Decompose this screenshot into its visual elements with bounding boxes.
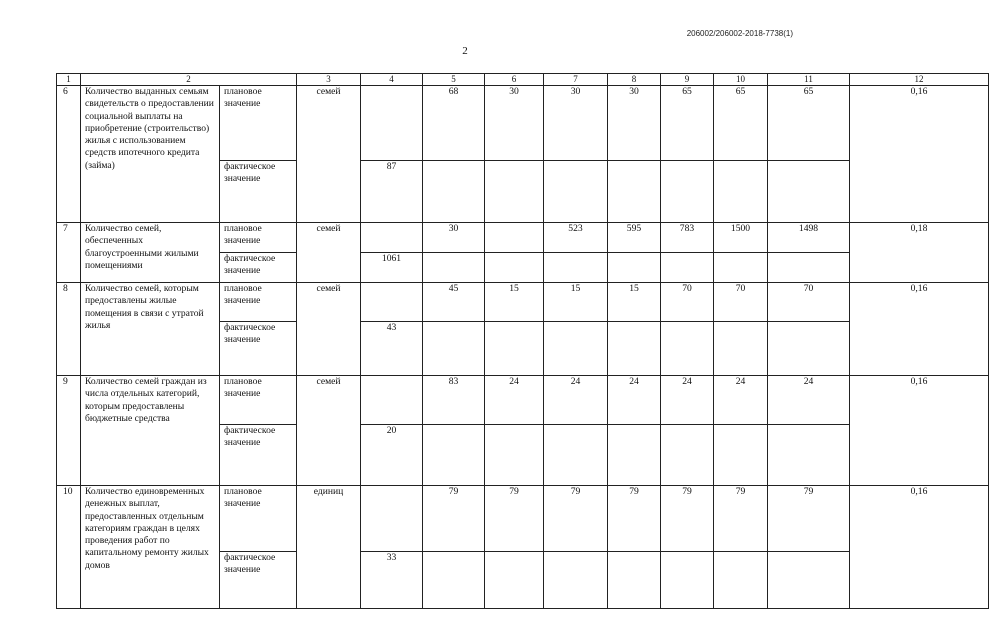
empty-cell	[768, 161, 850, 223]
plan-value-cell: 83	[423, 376, 485, 425]
empty-cell	[544, 425, 608, 486]
empty-cell	[423, 425, 485, 486]
empty-cell	[423, 161, 485, 223]
col-header: 11	[768, 74, 850, 86]
plan-value-cell: 30	[485, 86, 544, 161]
col-header: 4	[361, 74, 423, 86]
plan-label: плановое значение	[220, 376, 297, 425]
empty-cell	[768, 322, 850, 376]
plan-value-cell: 79	[714, 486, 768, 552]
empty-cell	[714, 253, 768, 283]
row-number: 8	[57, 283, 81, 376]
col-header: 9	[661, 74, 714, 86]
plan-value-cell: 24	[485, 376, 544, 425]
plan-value-cell: 79	[768, 486, 850, 552]
empty-cell	[768, 552, 850, 609]
empty-cell	[661, 552, 714, 609]
indicator-name: Количество семей, которым предоставлены жилые помещения в связи с утратой жилья	[81, 283, 220, 376]
fact-value-cell: 87	[361, 161, 423, 223]
weight-cell: 0,16	[850, 486, 989, 609]
row-number: 9	[57, 376, 81, 486]
empty-cell	[768, 425, 850, 486]
indicators-table	[56, 73, 989, 609]
col-header: 6	[485, 74, 544, 86]
plan-value-cell: 70	[714, 283, 768, 322]
row-number: 6	[57, 86, 81, 223]
fact-value-cell: 33	[361, 552, 423, 609]
unit-cell: семей	[297, 86, 361, 223]
unit-cell: единиц	[297, 486, 361, 609]
unit-cell: семей	[297, 283, 361, 376]
fact-value-cell: 43	[361, 322, 423, 376]
header-row	[57, 74, 989, 86]
plan-value-cell: 15	[485, 283, 544, 322]
fact-label: фактическое значение	[220, 253, 297, 283]
empty-cell	[608, 322, 661, 376]
empty-cell	[485, 322, 544, 376]
plan-value-cell: 15	[544, 283, 608, 322]
plan-value-cell: 24	[714, 376, 768, 425]
row-number: 10	[57, 486, 81, 609]
plan-value-cell: 68	[423, 86, 485, 161]
empty-cell	[661, 161, 714, 223]
weight-cell: 0,16	[850, 86, 989, 223]
col-header: 1	[57, 74, 81, 86]
empty-cell	[661, 253, 714, 283]
plan-value-cell: 595	[608, 223, 661, 253]
table-row	[57, 486, 989, 552]
fact-label: фактическое значение	[220, 161, 297, 223]
plan-label: плановое значение	[220, 223, 297, 253]
empty-cell	[544, 253, 608, 283]
table-row	[57, 223, 989, 253]
empty-cell	[714, 425, 768, 486]
indicator-name: Количество единовременных денежных выплат, предоставленных отдельным категориям граждан в целях проведения работ по капитальному ремонту жилых домов	[81, 486, 220, 609]
empty-cell	[714, 322, 768, 376]
empty-cell	[485, 161, 544, 223]
plan-value-cell: 15	[608, 283, 661, 322]
col-header: 5	[423, 74, 485, 86]
plan-value-cell: 65	[714, 86, 768, 161]
plan-value-cell: 30	[544, 86, 608, 161]
plan-value-cell: 1500	[714, 223, 768, 253]
col4-plan-cell	[361, 283, 423, 322]
col4-plan-cell	[361, 223, 423, 253]
empty-cell	[608, 425, 661, 486]
empty-cell	[661, 322, 714, 376]
indicator-name: Количество семей, обеспеченных благоустроенными жилыми помещениями	[81, 223, 220, 283]
empty-cell	[714, 552, 768, 609]
col4-plan-cell	[361, 86, 423, 161]
fact-value-cell: 1061	[361, 253, 423, 283]
fact-value-cell: 20	[361, 425, 423, 486]
empty-cell	[423, 253, 485, 283]
fact-label: фактическое значение	[220, 552, 297, 609]
fact-label: фактическое значение	[220, 322, 297, 376]
col-header: 3	[297, 74, 361, 86]
col4-plan-cell	[361, 376, 423, 425]
plan-value-cell: 45	[423, 283, 485, 322]
page-number: 2	[462, 45, 468, 57]
plan-value-cell: 79	[544, 486, 608, 552]
col-header: 8	[608, 74, 661, 86]
plan-value-cell: 79	[423, 486, 485, 552]
empty-cell	[608, 161, 661, 223]
empty-cell	[485, 253, 544, 283]
plan-label: плановое значение	[220, 486, 297, 552]
weight-cell: 0,18	[850, 223, 989, 283]
plan-value-cell: 783	[661, 223, 714, 253]
empty-cell	[544, 161, 608, 223]
table-row	[57, 283, 989, 322]
plan-value-cell: 30	[608, 86, 661, 161]
empty-cell	[661, 425, 714, 486]
col-header: 2	[81, 74, 297, 86]
plan-value-cell: 70	[661, 283, 714, 322]
empty-cell	[544, 552, 608, 609]
plan-value-cell: 70	[768, 283, 850, 322]
plan-value-cell: 65	[661, 86, 714, 161]
empty-cell	[608, 253, 661, 283]
empty-cell	[714, 161, 768, 223]
weight-cell: 0,16	[850, 376, 989, 486]
empty-cell	[768, 253, 850, 283]
plan-value-cell: 24	[661, 376, 714, 425]
empty-cell	[423, 322, 485, 376]
table-row	[57, 86, 989, 161]
empty-cell	[423, 552, 485, 609]
col4-plan-cell	[361, 486, 423, 552]
row-number: 7	[57, 223, 81, 283]
plan-value-cell: 79	[608, 486, 661, 552]
plan-value-cell: 24	[608, 376, 661, 425]
indicator-name: Количество выданных семьям свидетельств о предоставлении социальной выплаты на приобретение (строительство) жилья с использованием средств ипотечного кредита (займа)	[81, 86, 220, 223]
unit-cell: семей	[297, 223, 361, 283]
plan-value-cell: 79	[661, 486, 714, 552]
fact-label: фактическое значение	[220, 425, 297, 486]
plan-value-cell: 30	[423, 223, 485, 253]
plan-label: плановое значение	[220, 86, 297, 161]
plan-label: плановое значение	[220, 283, 297, 322]
col-header: 10	[714, 74, 768, 86]
col-header: 7	[544, 74, 608, 86]
document-id: 206002/206002-2018-7738(1)	[686, 29, 793, 38]
empty-cell	[608, 552, 661, 609]
empty-cell	[485, 425, 544, 486]
empty-cell	[485, 552, 544, 609]
table-row	[57, 376, 989, 425]
unit-cell: семей	[297, 376, 361, 486]
empty-cell	[544, 322, 608, 376]
plan-value-cell: 65	[768, 86, 850, 161]
col-header: 12	[850, 74, 989, 86]
weight-cell: 0,16	[850, 283, 989, 376]
plan-value-cell: 1498	[768, 223, 850, 253]
plan-value-cell: 79	[485, 486, 544, 552]
plan-value-cell: 24	[544, 376, 608, 425]
plan-value-cell: 523	[544, 223, 608, 253]
plan-value-cell	[485, 223, 544, 253]
plan-value-cell: 24	[768, 376, 850, 425]
indicator-name: Количество семей граждан из числа отдельных категорий, которым предоставлены бюджетные средства	[81, 376, 220, 486]
